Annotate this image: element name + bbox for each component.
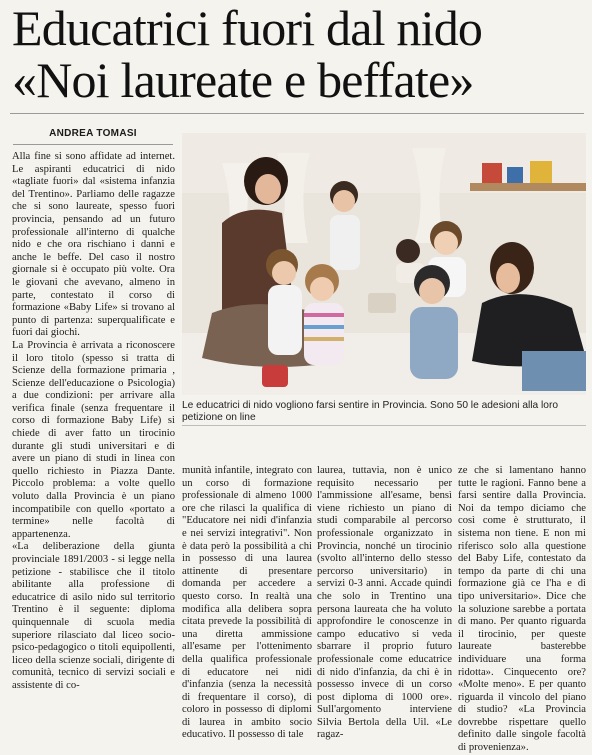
headline-line-2: «Noi laureate e beffate» — [12, 52, 474, 108]
headline — [12, 2, 584, 106]
headline-line-1: Educatrici fuori dal nido — [12, 0, 483, 56]
byline: ANDREA TOMASI — [49, 128, 137, 139]
article-column-2 — [182, 465, 312, 741]
caption-divider — [182, 425, 586, 426]
photo-caption: Le educatrici di nido vogliono farsi sentire in Provincia. Sono 50 le adesioni alla loro petizione on line — [182, 400, 559, 423]
headline-divider — [10, 113, 584, 114]
photo-illustration — [182, 133, 586, 395]
paragraph: «La deliberazione della giunta provinciale 1891/2003 - si legge nella petizione - stabilisce che il titolo abilitante alla professione di educatrice di asilo nido sul territorio Trentino è il seguente: diploma quinquennale di scuola media superiore rilasciato dal liceo socio-psico-pedagogico o titoli equipollenti, liceo della scienze sociali, dirigente di comunità, tecnico di servizi sociali e assistente di co- — [12, 541, 175, 691]
article-photo — [182, 133, 586, 395]
paragraph: Alla fine si sono affidate ad internet. Le aspiranti educatrici di nido «tagliate fuori» dal «sistema infanzia del Trentino». Parliamo delle ragazze che si sono laureate, spesso fuori provincia, pensando ad un futuro professionale all'interno di qualche nido e che ora rischiano i danni e anche le beffe. Del caso il nostro giornale si è occupato più volte. Ora le giovani che avevano, almeno in parte, contestato il corso di formazione «Baby Life» si trovano al punto di partenza: superqualificate e fuori dai giochi. — [12, 151, 175, 339]
article-column-1 — [12, 151, 175, 691]
paragraph: munità infantile, integrato con un corso di formazione professionale di almeno 1000 ore che rilasci la qualifica di "Educatore nei nidi d'infanzia e nei servizi integrativi". Non è data però la possibilità a chi in possesso di una laurea attinente di presentare domanda per accedere a questo corso. In realtà una modifica alla delibera sopra citata prevede la possibilità di una diretta ammissione all'esame per l'ottenimento della qualifica professionale di educatore nei nidi d'infanzia (senza la necessità di frequentare il corso), di coloro in possesso di diplomi di laurea in ambito socio educativo. Il possesso di tale — [182, 465, 312, 741]
paragraph: laurea, tuttavia, non è unico requisito necessario per l'ammissione all'esame, bensì viene richiesto un piano di studi comparabile al percorso professionale organizzato in Provincia, nonché un tirocinio (svolto all'interno dello stesso percorso universitario) in servizi 0-3 anni. Accade quindi che solo in Trentino una persona laureata che ha voluto approfondire le conoscenze in campo educativo si veda sbarrare il proprio futuro professionale come educatrice di nido d'infanzia, da chi è in possesso invece di un corso post diploma di 1000 ore». Sull'argomento interviene Silvia Bertola della Uil. «Le ragaz- — [317, 465, 452, 741]
paragraph: ze che si lamentano hanno tutte le ragioni. Fanno bene a farsi sentire dalla Provincia. Noi da tempo diciamo che così come è strutturato, il sistema non tiene. E non mi riferisco solo alla questione del Baby Life, contestato da tempo da parte di chi una formazione già ce l'ha e di tipo universitario». Dice che la soluzione sarebbe a portata di mano. Per quanto riguarda il tirocinio, per queste laureate basterebbe individuare una forma ridotta». Cinquecento ore? «Molte meno». E per quanto riguarda il vincolo del piano di studio? «La Provincia dovrebbe rispettare quello definito dalle singole facoltà di provenienza». — [458, 465, 586, 754]
paragraph: La Provincia è arrivata a riconoscere il loro titolo (spesso si tratta di Scienze della formazione primaria , Scienze dell'educazione o Psicologia) a due condizioni: per arrivare alla verifica finale (senza frequentare il corso di formazione Baby Life) si chiede di aver fatto un tirocinio durante gli studi universitari e di avere un piano di studi in linea con quello richiesto in Piazza Dante. Piccolo problema: a volte quello voluto dalla Provincia è un piano incompatibile con quello «portato a termine» nelle facoltà di appartenenza. — [12, 339, 175, 540]
byline-divider — [13, 144, 173, 145]
article-column-4 — [458, 465, 586, 754]
article-column-3 — [317, 465, 452, 741]
